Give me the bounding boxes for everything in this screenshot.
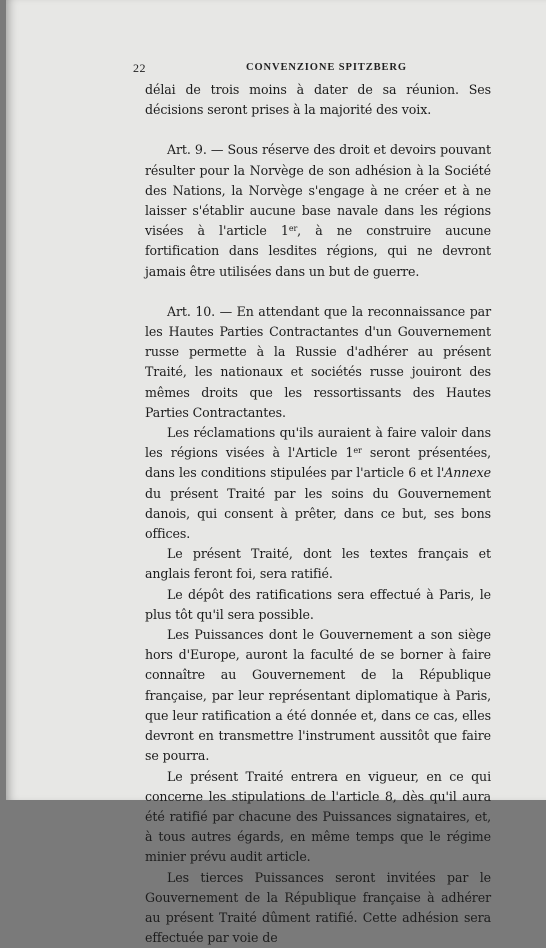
book-page bbox=[6, 0, 546, 946]
article-9: Art. 9. — Sous réserve des droit et devoirs pouvant résulter pour la Norvège de son adhésion à la Société des Nations, la Norvège s'engage à ne créer et à ne laisser s'établir aucune base navale dans les régions visées à l'article 1er, à ne construire aucune fortification dans lesdites régions, qui ne devront jamais être utilisées dans un but de guerre. bbox=[145, 142, 491, 279]
page-number: 22 bbox=[133, 61, 146, 75]
paragraph-vigueur: Le présent Traité entrera en vigueur, en ce qui concerne les stipulations de l'article 8, dès qu'il aura été ratifié par chacune des Puissances signataires, et, à tous autres égards, en même temps que le régime minier prévu audit article. bbox=[145, 768, 491, 865]
paragraph-puissances: Les Puissances dont le Gouvernement a son siège hors d'Europe, auront la faculté de se borner à faire connaître au Gouvernement de la République française, par leur représentant diplomatique à Paris, que leur ratification a été donnée et, dans ce cas, elles devront en transmettre l'instrument aussitôt que faire se pourra. bbox=[145, 627, 491, 764]
paragraph-reclamations: Les réclamations qu'ils auraient à faire valoir dans les régions visées à l'Article 1er seront présentées, dans les conditions stipulées par l'article 6 et l'Annexe du présent Traité par les soins du Gouvernement danois, qui consent à prêter, dans ce but, ses bons offices. bbox=[145, 425, 491, 542]
paragraph-continuation: délai de trois moins à dater de sa réunion. Ses décisions seront prises à la majorité des voix. bbox=[145, 82, 491, 118]
page-header bbox=[6, 61, 546, 75]
paragraph-tierces: Les tierces Puissances seront invitées par le Gouvernement de la République française à adhérer au présent Traité dûment ratifié. Cette adhésion sera effectuée par voie de bbox=[145, 869, 491, 946]
paragraph-ratification: Le présent Traité, dont les textes français et anglais feront foi, sera ratifié. bbox=[145, 546, 491, 582]
body-text bbox=[145, 80, 491, 948]
paragraph-depot: Le dépôt des ratifications sera effectué à Paris, le plus tôt qu'il sera possible. bbox=[145, 586, 491, 622]
running-title: CONVENZIONE SPITZBERG bbox=[246, 62, 407, 73]
article-10: Art. 10. — En attendant que la reconnaissance par les Hautes Parties Contractantes d'un Gouvernement russe permette à la Russie d'adhérer au présent Traité, les nationaux et sociétés russe jouiront des mêmes droits que les ressortissants des Hautes Parties Contractantes. bbox=[145, 303, 491, 420]
